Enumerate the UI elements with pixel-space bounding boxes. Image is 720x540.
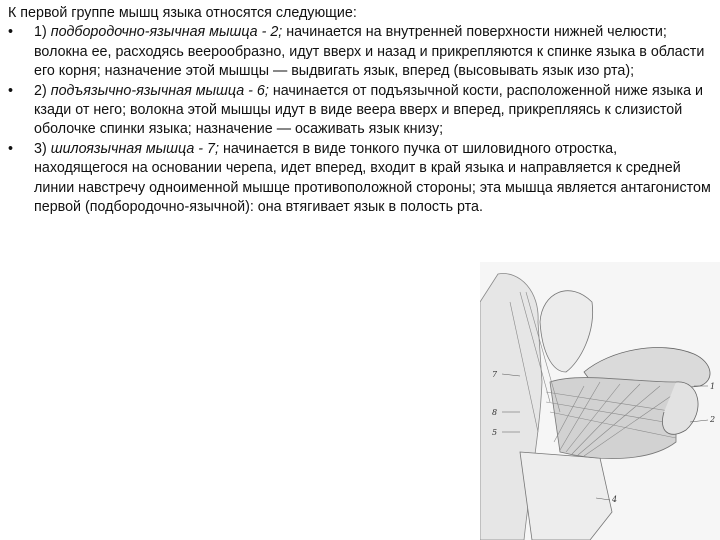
muscle-name: подъязычно-язычная мышца - 6;: [50, 82, 269, 99]
anatomy-drawing: [480, 262, 720, 540]
figure-label: 1: [710, 382, 716, 391]
figure-label: 7: [492, 370, 498, 379]
item-text: начинается от подъязычной кости, расположенной ниже языка и кзади от него; волокна этой мышцы идут в виде веера вверх и вперед, прикрепляясь к слизистой оболочке спинки языка; назначение — осаживать язык книзу;: [34, 82, 704, 138]
figure-label: 5: [492, 428, 498, 437]
muscle-list: [8, 23, 714, 217]
list-item: [8, 82, 714, 140]
item-number: 2): [34, 82, 47, 99]
text-content: [8, 4, 714, 217]
muscle-name: шилоязычная мышца - 7;: [50, 140, 219, 157]
list-item: [8, 140, 714, 218]
item-text: начинается в виде тонкого пучка от шиловидного отростка, находящегося на основании черепа, идет вперед, входит в край языка и направляется к средней линии навстречу одноименной мышце противоположной стороны; эта мышца является антагонистом первой (подбородочно-язычной): она втягивает язык в полость рта.: [34, 140, 711, 216]
item-number: 3): [34, 140, 47, 157]
list-item: [8, 23, 714, 81]
tongue-muscles-illustration: [480, 262, 720, 540]
figure-label: 8: [492, 408, 498, 417]
item-text: начинается на внутренней поверхности нижней челюсти; волокна ее, расходясь веерообразно, идут вверх и назад и прикрепляются к спинке языка в области его корня; назначение этой мышцы — выдвигать язык, вперед (высовывать язык изо рта);: [34, 24, 705, 80]
figure-label: 4: [612, 495, 618, 504]
figure-label: 2: [710, 415, 716, 424]
item-number: 1): [34, 24, 47, 41]
bullet: •: [8, 24, 14, 41]
muscle-name: подбородочно-язычная мышца - 2;: [50, 24, 283, 41]
intro-text: К первой группе мышц языка относятся следующие:: [8, 5, 357, 21]
bullet: •: [8, 140, 14, 157]
bullet: •: [8, 82, 14, 99]
